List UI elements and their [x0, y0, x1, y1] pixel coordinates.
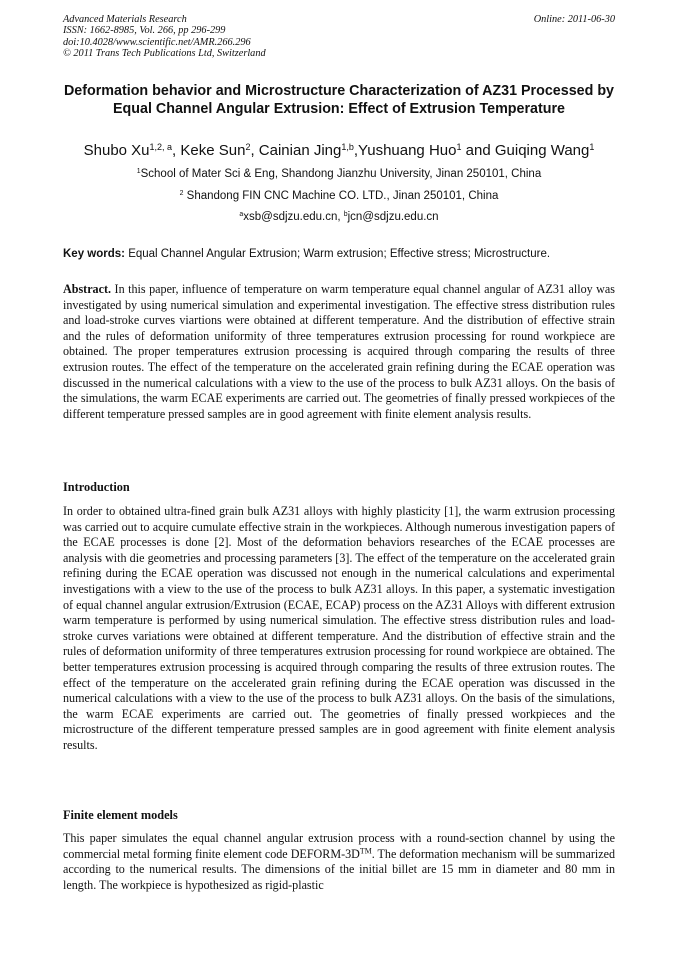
- author-separator: ,: [353, 142, 359, 159]
- author-separator: ,: [250, 142, 259, 159]
- author-name: Keke Sun: [180, 142, 246, 159]
- author-name: Guiqing Wang: [494, 142, 590, 159]
- fem-text-end: . The deformation mechanism will be summarized according to the numerical results. The dimensions of the initial billet are 15 mm in diameter and 80 mm in length. The workpiece is hypothesized as rigid-plastic: [63, 846, 615, 892]
- abstract-text: In this paper, influence of temperature on warm temperature equal channel angular of AZ31 alloy was investigated by using numerical simulation and experimental investigation. The effective stress distribution rules and load-stroke curves viartions were obtained at different temperature. And the distribution of effective strain and the rules of deformation uniformity of three temperatures extrusion processing for round workpiece are obtained. The proper temperatures extrusion processing is acquired through comparing the results of three extrusion routes. The effect of the temperature on the accelerated grain refining during the ECAE operation was discussed in the numerical calculations with a view to the use of the process to bulk AZ31 alloys. On the basis of the simulations, the warm ECAE experiments are carried out. The geometries of finally pressed workpieces of the different temperature pressed samples are in good agreement with finite element analysis results.: [63, 282, 615, 421]
- copyright-line: © 2011 Trans Tech Publications Ltd, Switzerland: [63, 48, 266, 60]
- author-affiliation-mark: 1,2, a: [149, 142, 173, 153]
- fem-heading: Finite element models: [63, 808, 178, 822]
- author-affiliation-mark: 2: [245, 142, 251, 153]
- affiliation-text: School of Mater Sci & Eng, Shandong Jianzhu University, Jinan 250101, China: [140, 168, 542, 180]
- issn-line: ISSN: 1662-8985, Vol. 266, pp 296-299: [63, 25, 226, 37]
- introduction-text: In order to obtained ultra-fined grain bulk AZ31 alloys with highly plasticity [1], the warm extrusion processing was carried out to acquire cumulate effective strain in the workpieces. Although numerous investigation papers of the ECAE processes is done [2]. Most of the deformation behaviors researches of the ECAE processes are analysis with die geometries and processing parameters [3]. The effect of the temperature on the accelerated grain refining during the ECAE operation was discussed not enough in the numerical calculations and experimental investigations with a view to the use of the process to bulk AZ31 alloys. In this paper, a systematic investigation of equal channel angular extrusion/Extrusion (ECAE, ECAP) process on the AZ31 Alloys with different extrusion warm temperature is performed by using numerical simulation. The effective stress distribution rules and load-stroke curves variations were obtained at different temperature. And the distribution of effective strain and the rules of deformation uniformity of three temperatures extrusion processing for round workpiece are obtained. The better temperatures extrusion processing is acquired through comparing the results of three extrusion routes. The effect of the temperature on the accelerated grain refining during the ECAE operation was discussed in the numerical calculations with a view to the use of the process to bulk AZ31 alloys. On the basis of the simulations, the warm ECAE experiments are carried out. The geometries of finally pressed workpieces and the microstructure of the different temperature pressed samples are in good agreement with finite element analysis results.: [63, 504, 615, 752]
- abstract-label: Abstract.: [63, 282, 112, 296]
- affiliation-2: [63, 189, 615, 203]
- author-separator: ,: [172, 142, 181, 159]
- affiliation-1: [63, 167, 615, 181]
- email-mark-a: a: [239, 211, 244, 219]
- author-name: Cainian Jing: [258, 142, 342, 159]
- fem-text-start: This paper simulates the equal channel angular extrusion process with a round-section channel by using the commercial metal forming finite element code DEFORM-3D: [63, 831, 615, 861]
- doi-line: doi:10.4028/www.scientific.net/AMR.266.296: [63, 36, 251, 48]
- keywords: [63, 247, 615, 262]
- keywords-text: Equal Channel Angular Extrusion; Warm extrusion; Effective stress; Microstructure.: [125, 248, 551, 260]
- author-list: [63, 141, 615, 161]
- author-affiliation-mark: 1: [456, 142, 462, 153]
- affiliation-text: Shandong FIN CNC Machine CO. LTD., Jinan 250101, China: [183, 190, 499, 202]
- email-mark-b: b: [343, 211, 348, 219]
- affiliation-mark: 1: [136, 168, 141, 176]
- affiliation-mark: 2: [179, 190, 184, 198]
- abstract: [63, 282, 615, 422]
- introduction-heading: Introduction: [63, 480, 130, 494]
- email-b: jcn@sdjzu.edu.cn: [347, 211, 439, 223]
- journal-name: Advanced Materials Research: [63, 14, 187, 25]
- author-affiliation-mark: 1: [589, 142, 595, 153]
- author-name: Shubo Xu: [83, 142, 150, 159]
- author-separator: and: [461, 142, 495, 159]
- email-a: xsb@sdjzu.edu.cn,: [243, 211, 344, 223]
- email-line: [63, 210, 615, 224]
- online-date: Online: 2011-06-30: [533, 14, 615, 25]
- author-name: Yushuang Huo: [358, 142, 457, 159]
- paper-title: Deformation behavior and Microstructure Characterization of AZ31 Processed by Equal Channel Angular Extrusion: Effect of Extrusion Temperature: [63, 83, 615, 117]
- keywords-label: Key words:: [63, 248, 125, 260]
- trademark-mark: TM: [359, 845, 372, 855]
- fem-text: [63, 831, 615, 893]
- journal-header: [63, 14, 266, 60]
- author-affiliation-mark: 1,b: [341, 142, 354, 153]
